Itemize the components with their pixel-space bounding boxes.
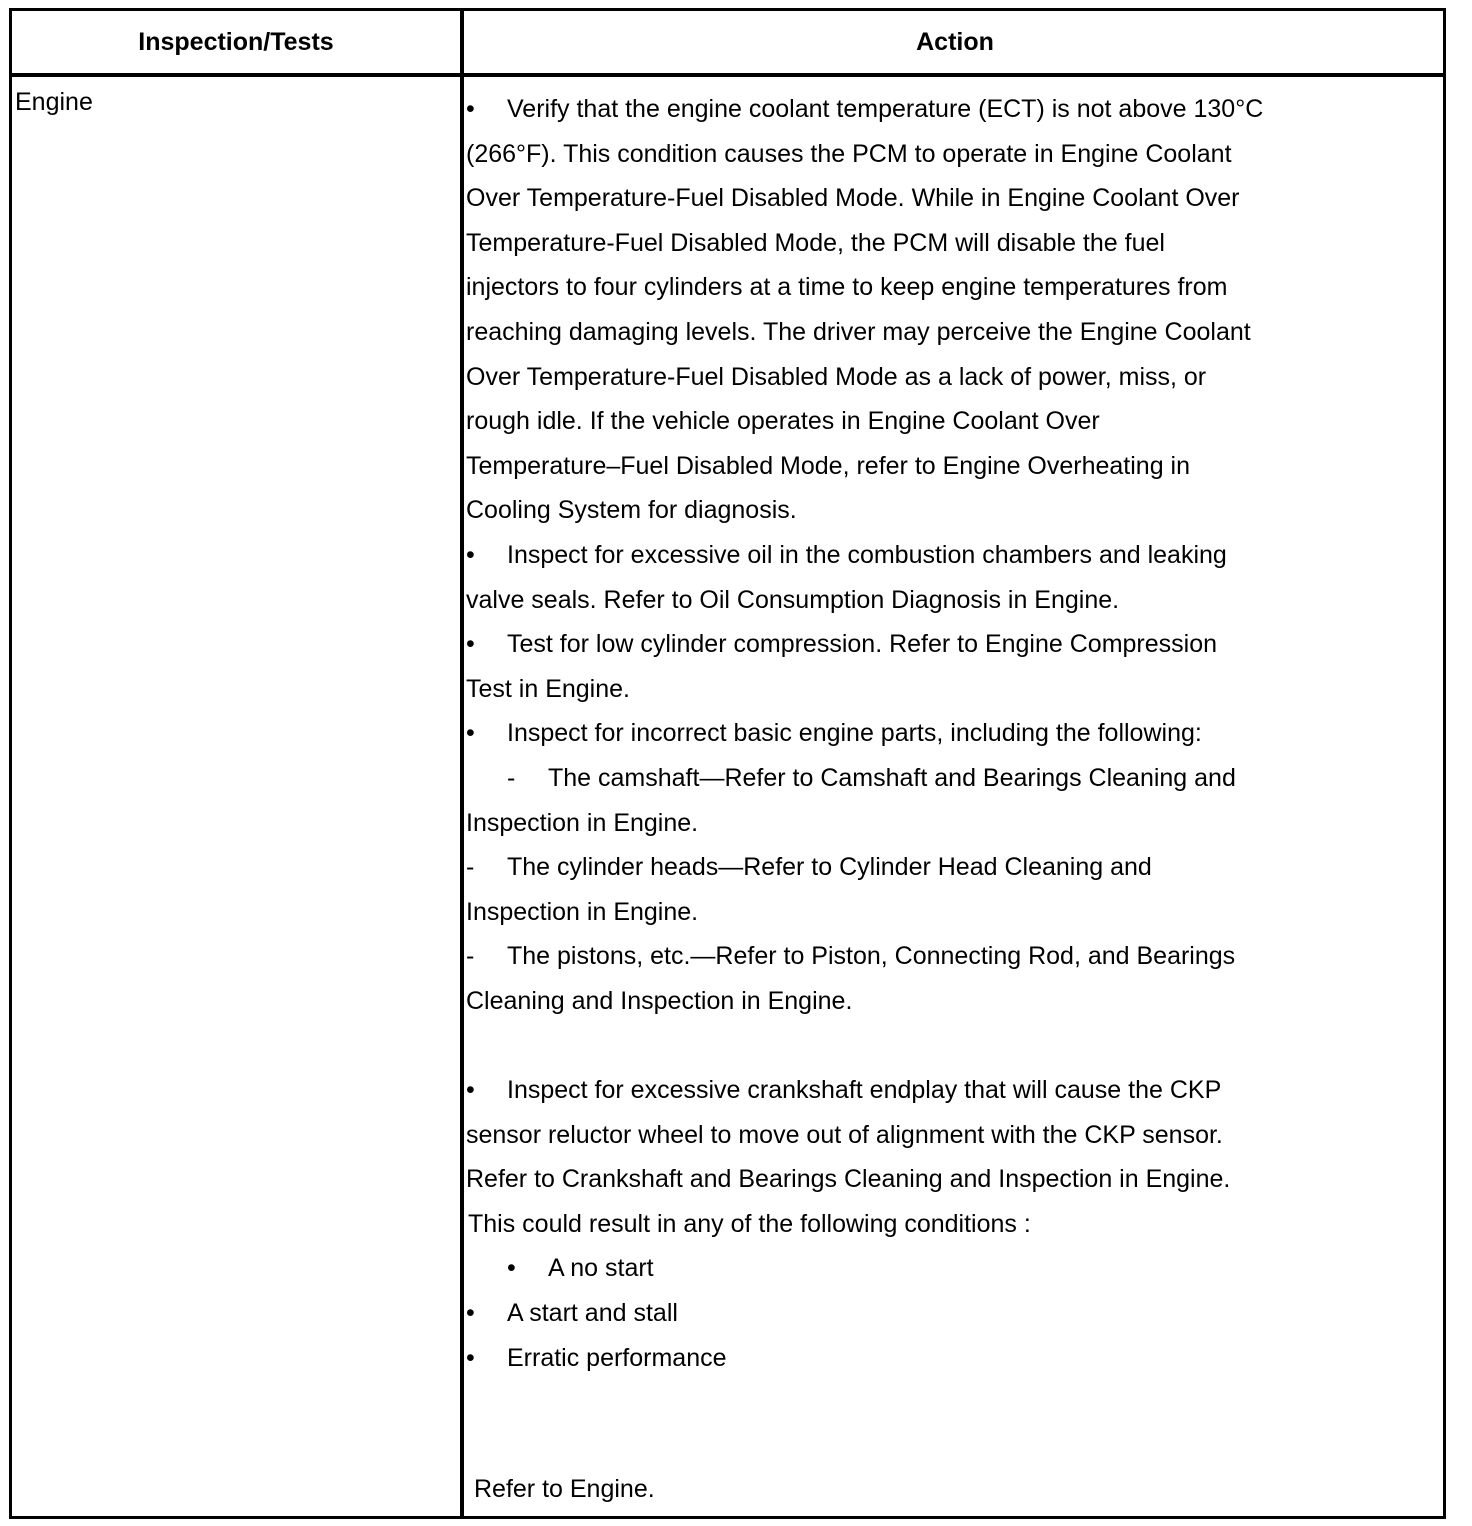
spacer bbox=[466, 1380, 1406, 1467]
spacer bbox=[466, 1023, 1406, 1068]
bullet-marker: • bbox=[466, 1076, 475, 1105]
action-line: Cleaning and Inspection in Engine. bbox=[466, 986, 853, 1015]
action-line: valve seals. Refer to Oil Consumption Diagnosis in Engine. bbox=[466, 585, 1120, 614]
action-line: • Inspect for excessive oil in the combustion chambers and leaking bbox=[466, 533, 1406, 578]
action-line: Cooling System for diagnosis. bbox=[466, 496, 797, 525]
action-line: Over Temperature-Fuel Disabled Mode as a lack of power, miss, or bbox=[466, 362, 1207, 391]
action-line: • Inspect for excessive crankshaft endplay that will cause the CKP bbox=[466, 1068, 1406, 1113]
dash-marker: - bbox=[466, 853, 475, 882]
bullet-marker: • bbox=[507, 1254, 516, 1283]
header-inspection-tests: Inspection/Tests bbox=[138, 27, 334, 56]
action-line: Test in Engine. bbox=[466, 674, 630, 703]
action-line: - The cylinder heads—Refer to Cylinder Head Cleaning and bbox=[466, 845, 1406, 890]
action-line: (266°F). This condition causes the PCM to operate in Engine Coolant bbox=[466, 139, 1232, 168]
action-line: • A start and stall bbox=[466, 1291, 1406, 1336]
action-line: sensor reluctor wheel to move out of alignment with the CKP sensor. bbox=[466, 1120, 1223, 1149]
action-line: • Inspect for incorrect basic engine parts, including the following: bbox=[466, 711, 1406, 756]
bullet-marker: • bbox=[466, 540, 475, 569]
bullet-marker: • bbox=[466, 1343, 475, 1372]
action-line: Inspection in Engine. bbox=[466, 897, 699, 926]
header-action: Action bbox=[916, 27, 994, 56]
inspection-cell: Engine bbox=[15, 88, 93, 116]
bullet-marker: • bbox=[466, 719, 475, 748]
action-line: injectors to four cylinders at a time to keep engine temperatures from bbox=[466, 273, 1228, 302]
bullet-marker: • bbox=[466, 1299, 475, 1328]
action-line: This could result in any of the following conditions : bbox=[468, 1209, 1031, 1238]
column-divider bbox=[460, 11, 464, 1516]
action-line: Temperature–Fuel Disabled Mode, refer to Engine Overheating in bbox=[466, 451, 1191, 480]
action-line: • Verify that the engine coolant temperature (ECT) is not above 130°C bbox=[466, 87, 1406, 132]
header-divider bbox=[12, 73, 1443, 77]
action-line: - The pistons, etc.—Refer to Piston, Connecting Rod, and Bearings bbox=[466, 934, 1406, 979]
action-line: Refer to Engine. bbox=[474, 1475, 655, 1504]
bullet-marker: • bbox=[466, 95, 475, 123]
action-line: • Test for low cylinder compression. Refer to Engine Compression bbox=[466, 622, 1406, 667]
dash-marker: - bbox=[507, 763, 516, 792]
bullet-marker: • bbox=[466, 630, 475, 659]
action-line: Over Temperature-Fuel Disabled Mode. While in Engine Coolant Over bbox=[466, 184, 1240, 213]
action-line: Refer to Crankshaft and Bearings Cleaning and Inspection in Engine. bbox=[466, 1165, 1231, 1194]
dash-marker: - bbox=[466, 942, 475, 971]
action-line: • A no start bbox=[466, 1246, 1406, 1291]
action-line: • Erratic performance bbox=[466, 1336, 1406, 1381]
action-cell bbox=[466, 87, 1406, 1512]
action-line: rough idle. If the vehicle operates in Engine Coolant Over bbox=[466, 407, 1100, 436]
action-line: Inspection in Engine. bbox=[466, 808, 699, 837]
action-line: reaching damaging levels. The driver may perceive the Engine Coolant bbox=[466, 317, 1251, 346]
action-line: - The camshaft—Refer to Camshaft and Bearings Cleaning and bbox=[466, 756, 1406, 801]
action-line: Temperature-Fuel Disabled Mode, the PCM will disable the fuel bbox=[466, 228, 1165, 257]
